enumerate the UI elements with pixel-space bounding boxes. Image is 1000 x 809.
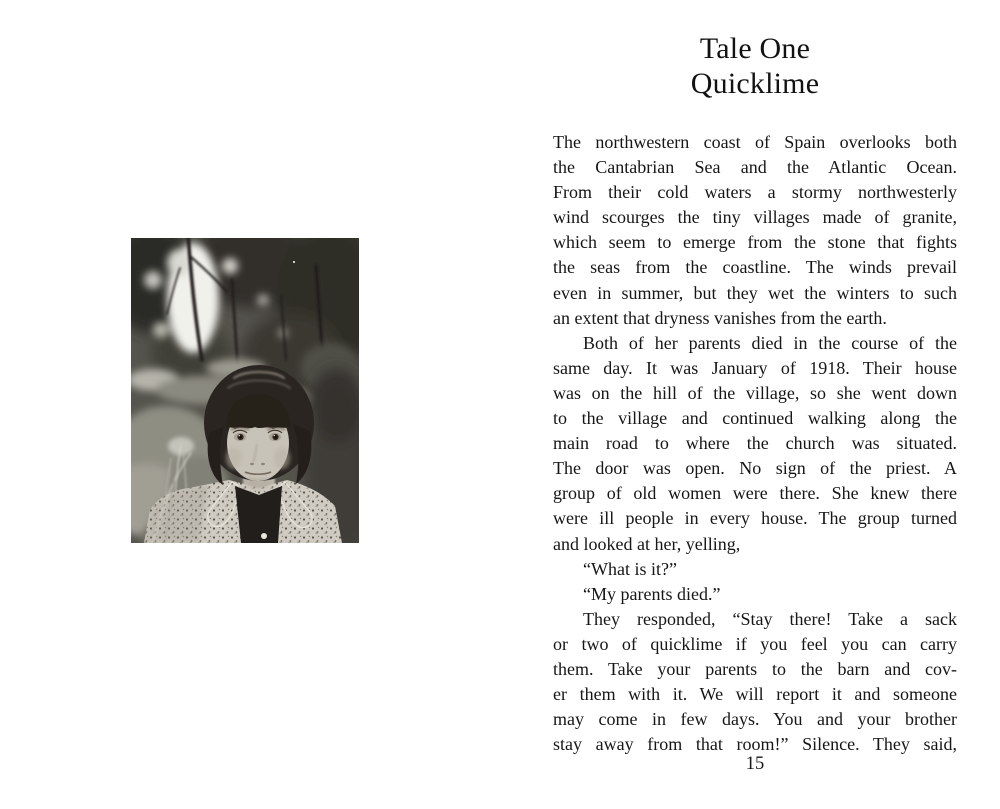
left-page-photo	[131, 238, 359, 543]
body-line: them. Take your parents to the barn and cov-	[553, 658, 957, 679]
body-line: the seas from the coastline. The winds prevail	[553, 257, 957, 278]
body-line: The door was open. No sign of the priest. A	[553, 458, 957, 479]
body-line: were ill people in every house. The group turned	[553, 508, 957, 529]
body-line: same day. It was January of 1918. Their house	[553, 357, 957, 378]
body-line: was on the hill of the village, so she went down	[553, 382, 957, 403]
chapter-heading-line1: Tale One	[699, 32, 811, 65]
page-number: 15	[745, 754, 765, 774]
body-line: even in summer, but they wet the winters to such	[553, 282, 957, 303]
body-line: er them with it. We will report it and someone	[553, 684, 957, 705]
body-line: They responded, “Stay there! Take a sack	[583, 608, 957, 629]
body-line: The northwestern coast of Spain overlooks both	[553, 132, 957, 152]
body-line: group of old women were there. She knew there	[553, 483, 957, 504]
body-line: or two of quicklime if you feel you can carry	[553, 633, 957, 654]
body-line: main road to where the church was situated.	[553, 433, 957, 454]
body-text	[553, 130, 957, 757]
right-page-text-column	[553, 0, 957, 809]
body-line: may come in few days. You and your brother	[553, 709, 957, 730]
body-line: and looked at her, yelling,	[553, 533, 741, 554]
body-line: From their cold waters a stormy northwesterly	[553, 182, 957, 203]
body-line: “My parents died.”	[583, 583, 721, 604]
body-line: which seem to emerge from the stone that fights	[553, 232, 957, 253]
body-line: to the village and continued walking along the	[553, 408, 957, 429]
chapter-heading	[553, 31, 957, 101]
body-line: an extent that dryness vanishes from the earth.	[553, 307, 887, 328]
chapter-heading-line2: Quicklime	[690, 67, 820, 100]
body-line: Both of her parents died in the course of the	[583, 332, 957, 353]
body-line: the Cantabrian Sea and the Atlantic Ocean.	[553, 157, 957, 178]
body-line: “What is it?”	[583, 558, 677, 579]
body-line: wind scourges the tiny villages made of granite,	[553, 207, 957, 228]
girl-portrait-photo	[131, 238, 359, 543]
body-line: stay away from that room!” Silence. They said,	[553, 734, 957, 755]
